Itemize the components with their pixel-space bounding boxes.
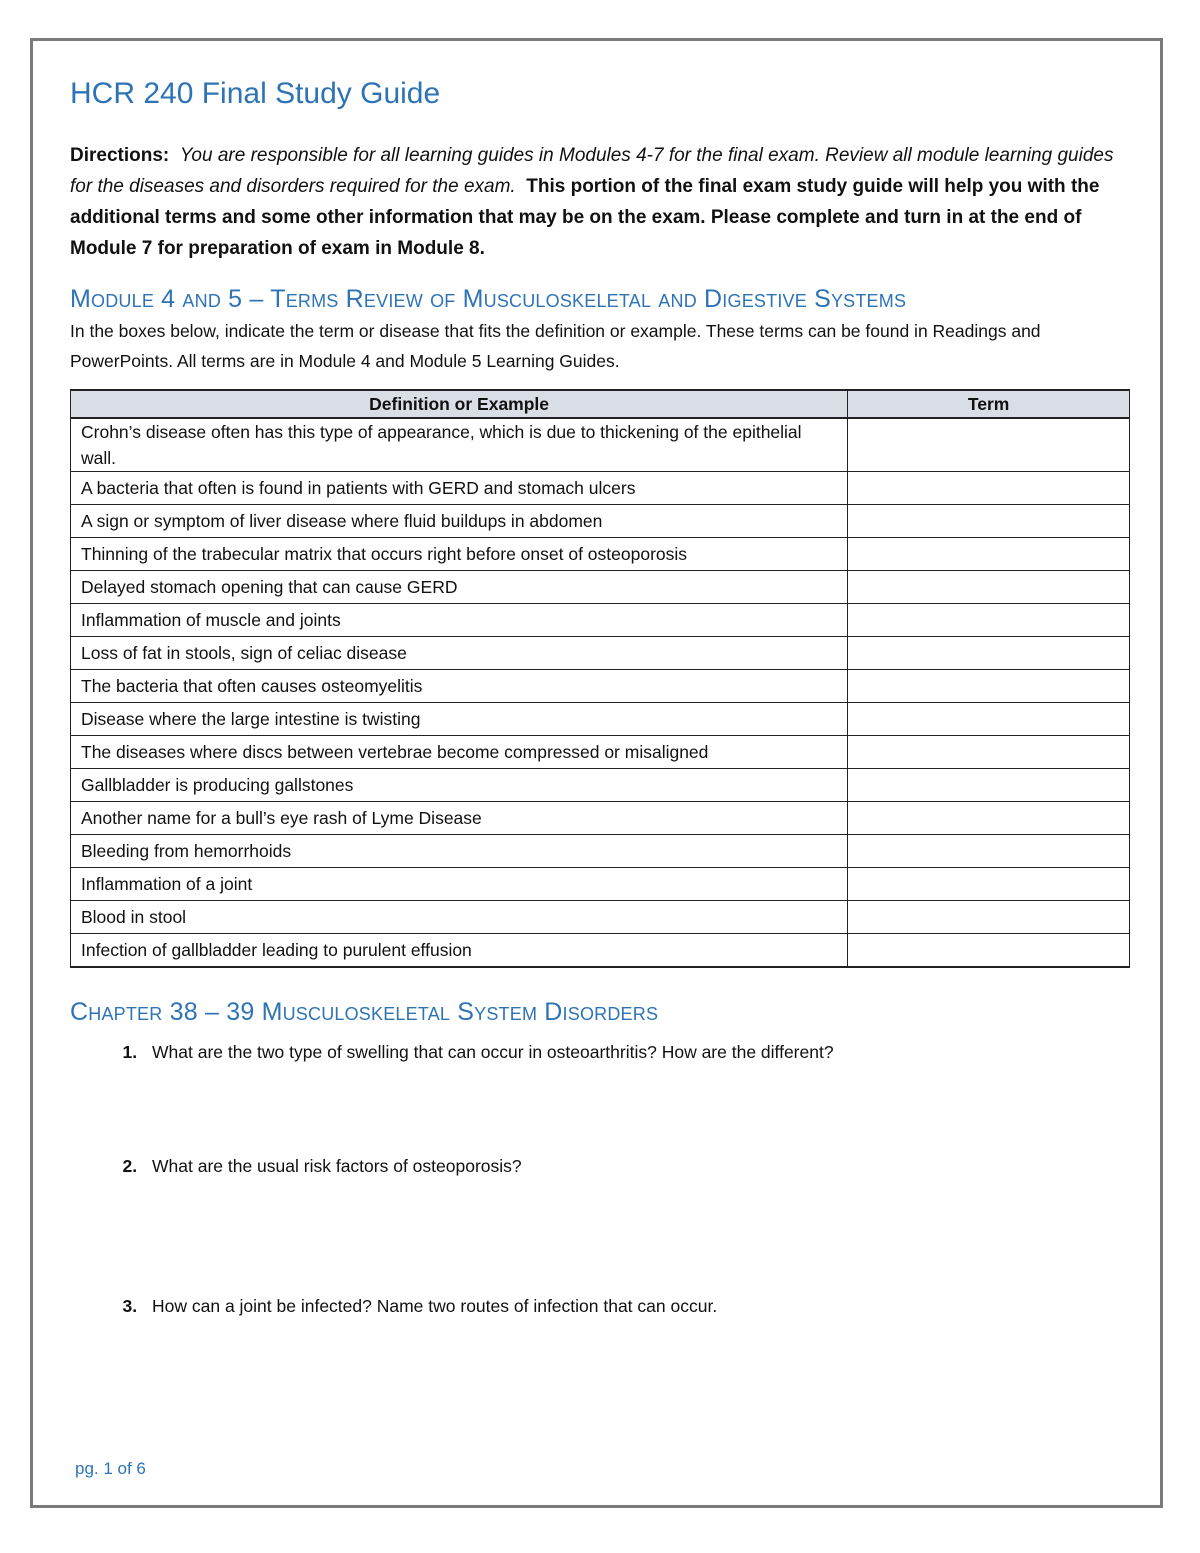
term-answer-cell[interactable] bbox=[848, 835, 1130, 868]
definition-cell: Crohn’s disease often has this type of appearance, which is due to thickening of the epithelial wall. bbox=[71, 418, 848, 472]
term-answer-cell[interactable] bbox=[848, 703, 1130, 736]
definition-cell: The bacteria that often causes osteomyelitis bbox=[71, 670, 848, 703]
table-row bbox=[71, 604, 1130, 637]
definition-cell: Loss of fat in stools, sign of celiac disease bbox=[71, 637, 848, 670]
term-answer-cell[interactable] bbox=[848, 472, 1130, 505]
table-row bbox=[71, 868, 1130, 901]
term-answer-cell[interactable] bbox=[848, 538, 1130, 571]
definition-cell: Bleeding from hemorrhoids bbox=[71, 835, 848, 868]
column-header-term: Term bbox=[848, 390, 1130, 418]
document-title: HCR 240 Final Study Guide bbox=[70, 77, 441, 110]
term-answer-cell[interactable] bbox=[848, 604, 1130, 637]
table-row bbox=[71, 835, 1130, 868]
table-row bbox=[71, 418, 1130, 472]
table-row bbox=[71, 769, 1130, 802]
term-answer-cell[interactable] bbox=[848, 934, 1130, 968]
table-row bbox=[71, 505, 1130, 538]
directions-paragraph bbox=[70, 140, 1130, 264]
definition-cell: Blood in stool bbox=[71, 901, 848, 934]
definition-cell: Delayed stomach opening that can cause GERD bbox=[71, 571, 848, 604]
directions-bold-text: This portion of the final exam study guide will help you with the additional terms and some other information that may be on the exam. Please complete and turn in at the end of Module 7 for preparation of exam in Module 8. bbox=[70, 176, 1100, 259]
directions-italic-text: You are responsible for all learning guides in Modules 4-7 for the final exam. Review all module learning guides for the diseases and disorders required for the exam. bbox=[70, 145, 1114, 197]
table-row bbox=[71, 901, 1130, 934]
table-row bbox=[71, 934, 1130, 968]
terms-table bbox=[70, 389, 1130, 968]
definition-cell: A sign or symptom of liver disease where fluid buildups in abdomen bbox=[71, 505, 848, 538]
definition-cell: A bacteria that often is found in patients with GERD and stomach ulcers bbox=[71, 472, 848, 505]
page-number: pg. 1 of 6 bbox=[75, 1459, 146, 1478]
definition-cell: Gallbladder is producing gallstones bbox=[71, 769, 848, 802]
definition-cell: Disease where the large intestine is twisting bbox=[71, 703, 848, 736]
term-answer-cell[interactable] bbox=[848, 505, 1130, 538]
definition-cell: The diseases where discs between vertebrae become compressed or misaligned bbox=[71, 736, 848, 769]
table-row bbox=[71, 703, 1130, 736]
document-body bbox=[70, 74, 1130, 1319]
section-heading-musculoskeletal-disorders: Chapter 38 – 39 Musculoskeletal System Disorders bbox=[70, 998, 659, 1026]
term-answer-cell[interactable] bbox=[848, 670, 1130, 703]
column-header-definition: Definition or Example bbox=[71, 390, 848, 418]
term-answer-cell[interactable] bbox=[848, 769, 1130, 802]
terms-table-body bbox=[71, 418, 1130, 967]
table-row bbox=[71, 538, 1130, 571]
term-answer-cell[interactable] bbox=[848, 802, 1130, 835]
table-row bbox=[71, 571, 1130, 604]
definition-cell: Thinning of the trabecular matrix that occurs right before onset of osteoporosis bbox=[71, 538, 848, 571]
definition-cell: Inflammation of a joint bbox=[71, 868, 848, 901]
term-answer-cell[interactable] bbox=[848, 901, 1130, 934]
question-item: 3. How can a joint be infected? Name two routes of infection that can occur. bbox=[142, 1293, 1130, 1319]
section-heading-terms-review: Module 4 and 5 – Terms Review of Musculoskeletal and Digestive Systems bbox=[70, 285, 907, 313]
table-header-row bbox=[71, 390, 1130, 418]
table-row bbox=[71, 670, 1130, 703]
term-answer-cell[interactable] bbox=[848, 637, 1130, 670]
directions-label: Directions: bbox=[70, 145, 170, 166]
term-answer-cell[interactable] bbox=[848, 868, 1130, 901]
term-answer-cell[interactable] bbox=[848, 736, 1130, 769]
term-answer-cell[interactable] bbox=[848, 418, 1130, 472]
term-answer-cell[interactable] bbox=[848, 571, 1130, 604]
table-row bbox=[71, 637, 1130, 670]
definition-cell: Inflammation of muscle and joints bbox=[71, 604, 848, 637]
definition-cell: Another name for a bull’s eye rash of Lyme Disease bbox=[71, 802, 848, 835]
definition-cell: Infection of gallbladder leading to purulent effusion bbox=[71, 934, 848, 968]
table-row bbox=[71, 736, 1130, 769]
question-item: 1. What are the two type of swelling that can occur in osteoarthritis? How are the different? bbox=[142, 1039, 1130, 1065]
question-item: 2. What are the usual risk factors of osteoporosis? bbox=[142, 1153, 1130, 1179]
table-row bbox=[71, 472, 1130, 505]
question-list bbox=[70, 1039, 1130, 1319]
section-intro: In the boxes below, indicate the term or disease that fits the definition or example. These terms can be found in Readings and PowerPoints. All terms are in Module 4 and Module 5 Learning Guides. bbox=[70, 321, 1041, 371]
table-row bbox=[71, 802, 1130, 835]
